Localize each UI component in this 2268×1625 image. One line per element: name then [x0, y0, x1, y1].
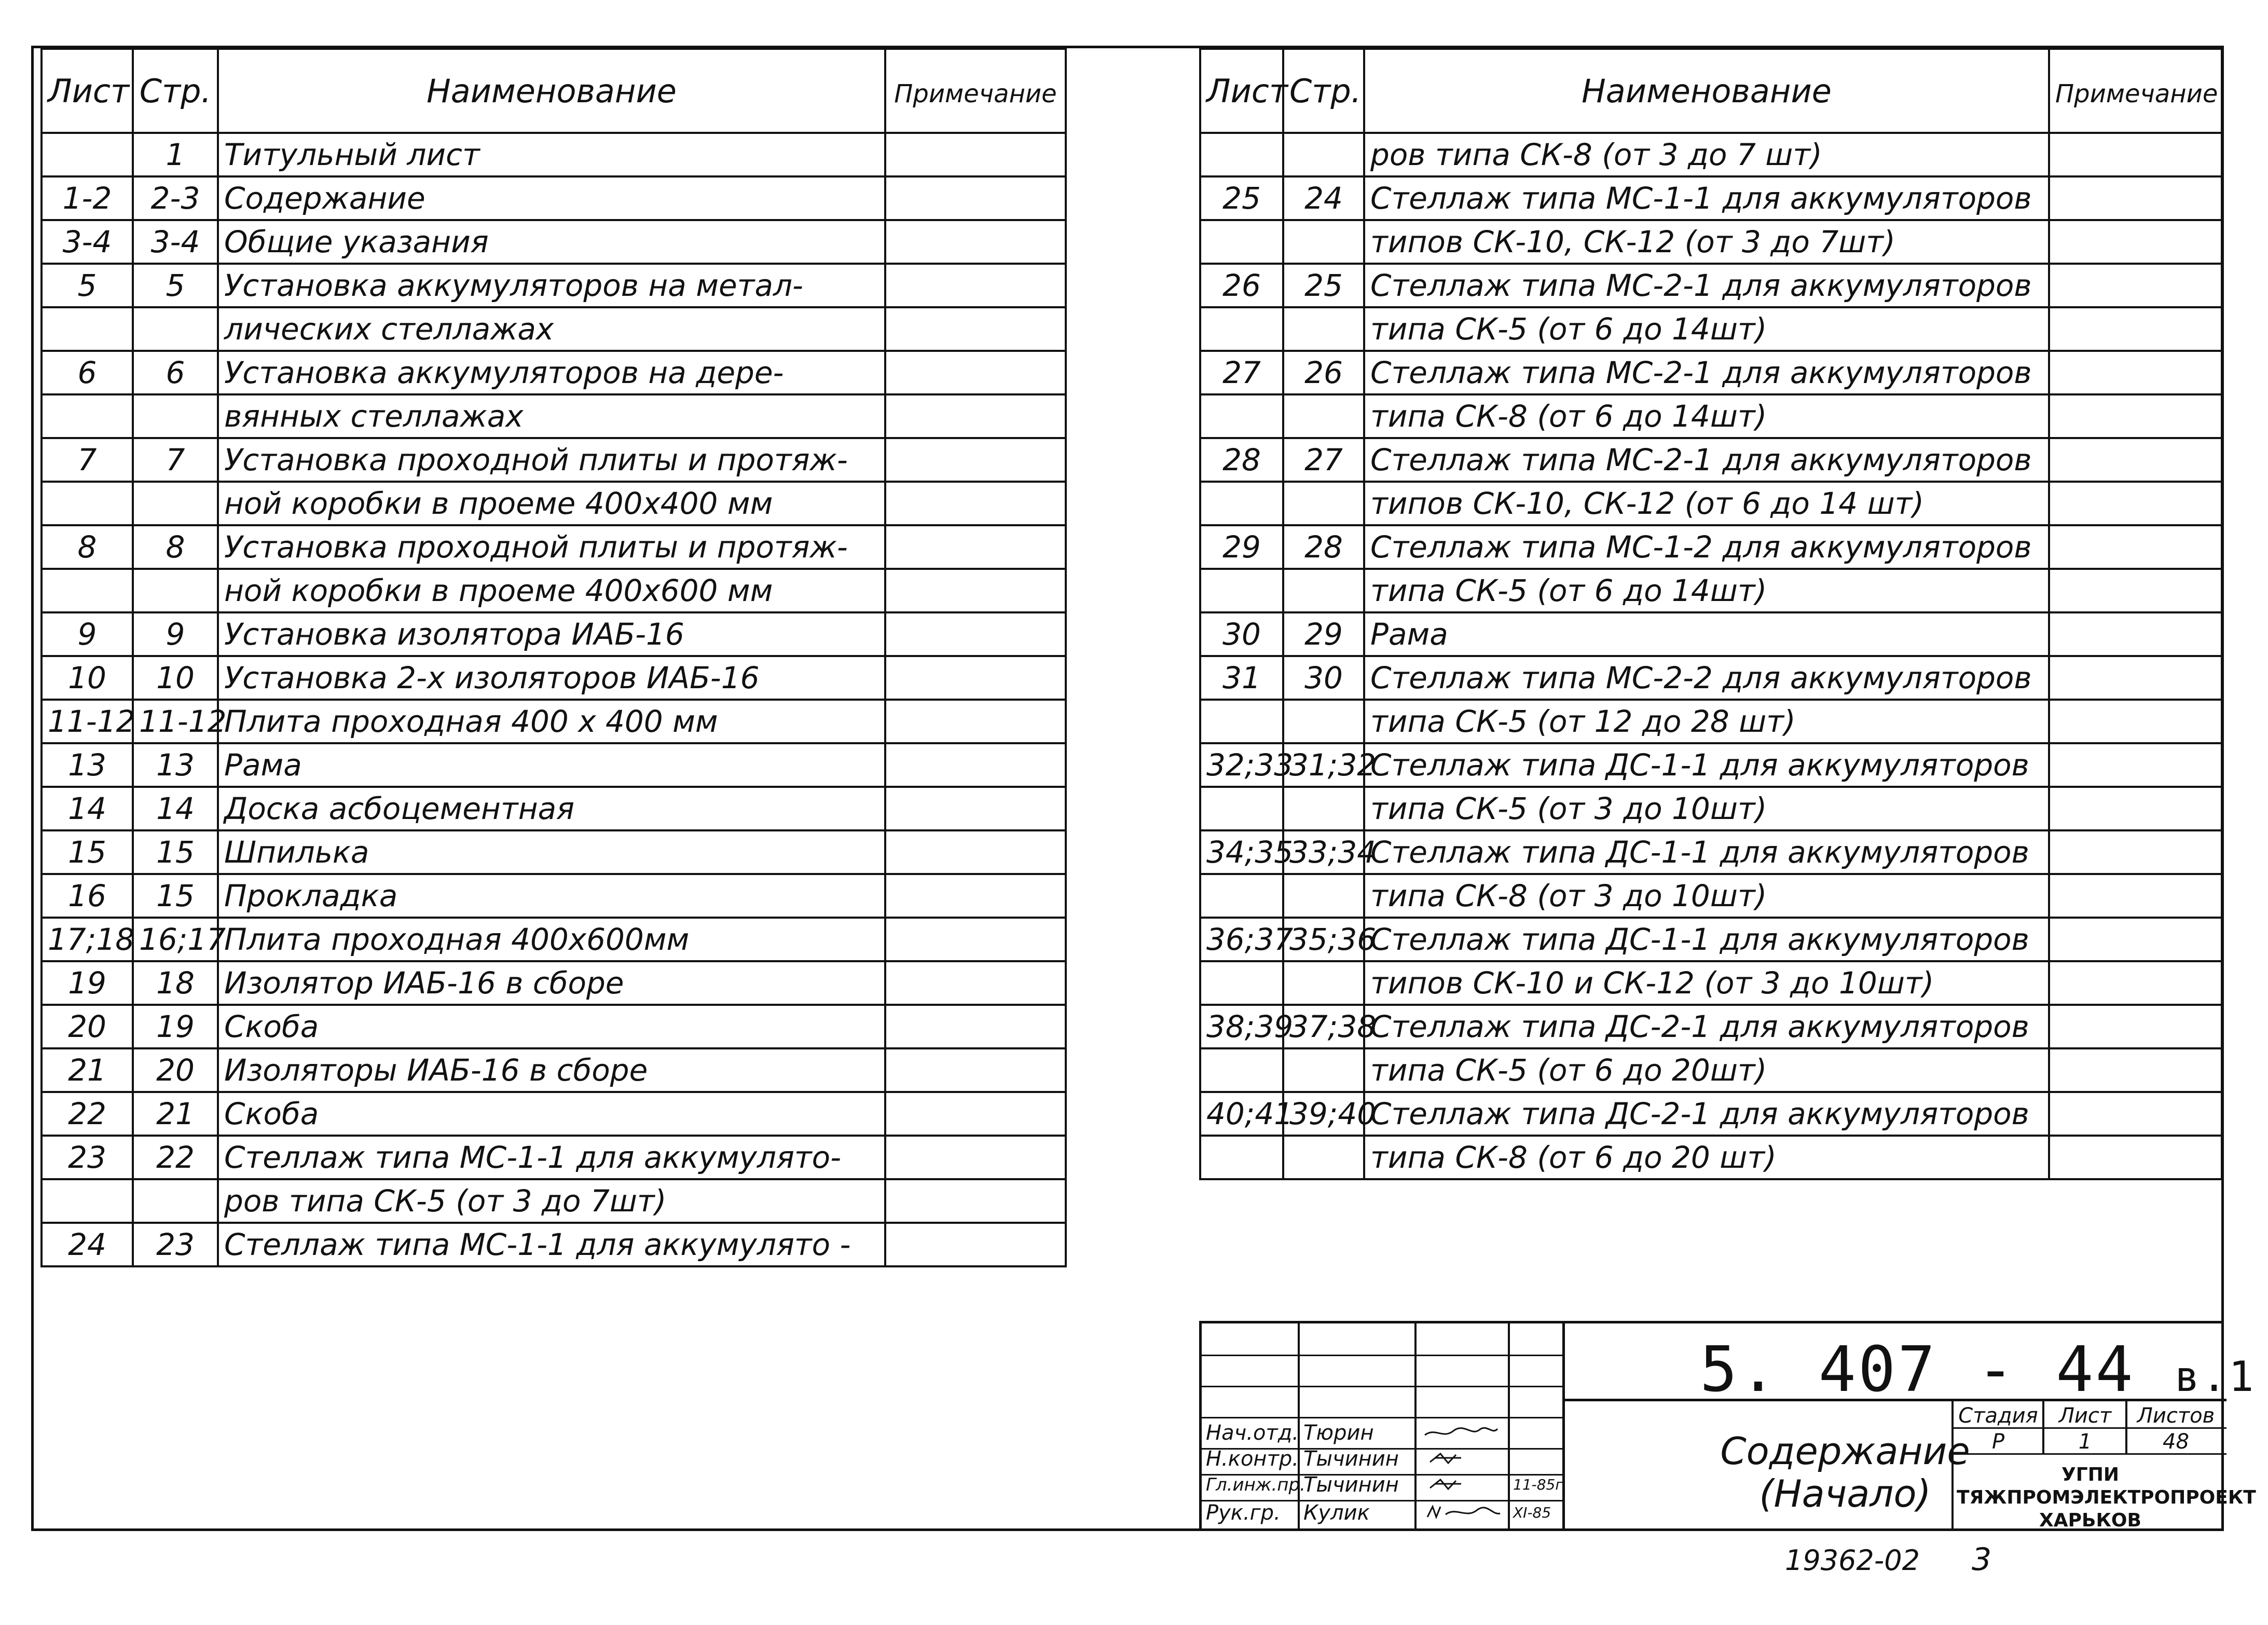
- cell-sheet: 19: [42, 961, 133, 1005]
- cell-page: 11-12: [133, 700, 218, 743]
- cell-note: [885, 569, 1066, 612]
- header-page: Стр.: [133, 49, 218, 133]
- cell-name: Скоба: [218, 1092, 885, 1136]
- cell-note: [2049, 133, 2222, 176]
- cell-name: Стеллаж типа МС-2-1 для аккумуляторов: [1364, 438, 2049, 482]
- cell-sheet: 10: [42, 656, 133, 700]
- cell-note: [885, 743, 1066, 787]
- cell-page: [133, 394, 218, 438]
- cell-sheet: [1200, 394, 1283, 438]
- cell-name: типов СК-10, СК-12 (от 6 до 14 шт): [1364, 482, 2049, 525]
- cell-name: Стеллаж типа ДС-1-1 для аккумуляторов: [1364, 743, 2049, 787]
- table-row: [42, 264, 1066, 307]
- organization: [1957, 1464, 2256, 1532]
- cell-page: 3-4: [133, 220, 218, 264]
- table-row: [42, 307, 1066, 351]
- cell-name: типа СК-5 (от 6 до 14шт): [1364, 569, 2049, 612]
- cell-name: Установка проходной плиты и протяж-: [218, 438, 885, 482]
- table-row: [1200, 612, 2222, 656]
- header-note: Примечание: [885, 49, 1066, 133]
- cell-sheet: 16: [42, 874, 133, 918]
- cell-name: Плита проходная 400х600мм: [218, 918, 885, 961]
- table-row: [1200, 787, 2222, 830]
- cell-sheet: [1200, 700, 1283, 743]
- signature-date: 11-85г: [1513, 1476, 1563, 1493]
- cell-page: [1283, 787, 1364, 830]
- cell-name: Стеллаж типа МС-2-2 для аккумуляторов: [1364, 656, 2049, 700]
- header-sheet: Лист: [1200, 49, 1283, 133]
- table-row: [1200, 176, 2222, 220]
- cell-page: [1283, 133, 1364, 176]
- cell-note: [885, 264, 1066, 307]
- cell-note: [885, 961, 1066, 1005]
- cell-sheet: 6: [42, 351, 133, 394]
- table-row: [1200, 1092, 2222, 1136]
- cell-name: типа СК-8 (от 6 до 14шт): [1364, 394, 2049, 438]
- cell-note: [2049, 220, 2222, 264]
- cell-page: 39;40: [1283, 1092, 1364, 1136]
- table-row: [42, 1136, 1066, 1179]
- cell-note: [2049, 264, 2222, 307]
- table-row: [1200, 700, 2222, 743]
- cell-sheet: [1200, 133, 1283, 176]
- cell-sheet: 3-4: [42, 220, 133, 264]
- cell-sheet: [42, 133, 133, 176]
- cell-note: [885, 394, 1066, 438]
- cell-note: [2049, 1048, 2222, 1092]
- cell-name: Титульный лист: [218, 133, 885, 176]
- cell-note: [885, 1005, 1066, 1048]
- cell-page: 33;34: [1283, 830, 1364, 874]
- cell-note: [2049, 743, 2222, 787]
- table-row: [1200, 569, 2222, 612]
- cell-note: [2049, 700, 2222, 743]
- cell-page: [133, 1179, 218, 1223]
- cell-name: ров типа СК-8 (от 3 до 7 шт): [1364, 133, 2049, 176]
- sheets-label: Листов: [2137, 1404, 2215, 1428]
- cell-page: [1283, 482, 1364, 525]
- cell-sheet: [42, 1179, 133, 1223]
- cell-name: Шпилька: [218, 830, 885, 874]
- cell-sheet: 20: [42, 1005, 133, 1048]
- cell-page: [1283, 1048, 1364, 1092]
- org-line-1: УГПИ: [2061, 1464, 2119, 1485]
- cell-sheet: [1200, 1048, 1283, 1092]
- cell-sheet: 8: [42, 525, 133, 569]
- table-row: [42, 1092, 1066, 1136]
- cell-sheet: 27: [1200, 351, 1283, 394]
- cell-name: Рама: [1364, 612, 2049, 656]
- cell-name: Доска асбоцементная: [218, 787, 885, 830]
- cell-note: [885, 133, 1066, 176]
- signature-row: [1202, 1470, 1586, 1501]
- signature-name: Тюрин: [1303, 1421, 1374, 1445]
- cell-page: 21: [133, 1092, 218, 1136]
- signature-scribble: [1425, 1504, 1503, 1520]
- table-row: [42, 787, 1066, 830]
- table-row: [42, 438, 1066, 482]
- cell-sheet: 40;41: [1200, 1092, 1283, 1136]
- cell-note: [2049, 482, 2222, 525]
- cell-sheet: 22: [42, 1092, 133, 1136]
- cell-note: [2049, 351, 2222, 394]
- cell-name: типа СК-5 (от 3 до 10шт): [1364, 787, 2049, 830]
- cell-note: [2049, 438, 2222, 482]
- stage-value: Р: [1991, 1430, 2005, 1454]
- cell-note: [885, 656, 1066, 700]
- cell-page: [1283, 569, 1364, 612]
- table-row: [1200, 1005, 2222, 1048]
- cell-name: Стеллаж типа ДС-2-1 для аккумуляторов: [1364, 1005, 2049, 1048]
- cell-note: [885, 351, 1066, 394]
- cell-sheet: 28: [1200, 438, 1283, 482]
- cell-name: лических стеллажах: [218, 307, 885, 351]
- table-row: [1200, 264, 2222, 307]
- table-row: [1200, 351, 2222, 394]
- cell-note: [885, 1136, 1066, 1179]
- table-header-row: [42, 49, 1066, 133]
- cell-page: 9: [133, 612, 218, 656]
- cell-note: [2049, 569, 2222, 612]
- cell-page: 26: [1283, 351, 1364, 394]
- cell-name: Стеллаж типа МС-1-2 для аккумуляторов: [1364, 525, 2049, 569]
- cell-page: [1283, 220, 1364, 264]
- signature-role: Рук.гр.: [1206, 1501, 1281, 1525]
- cell-name: Изолятор ИАБ-16 в сборе: [218, 961, 885, 1005]
- cell-name: Стеллаж типа МС-1-1 для аккумулято-: [218, 1136, 885, 1179]
- cell-note: [2049, 1136, 2222, 1179]
- cell-sheet: 23: [42, 1136, 133, 1179]
- cell-sheet: 36;37: [1200, 918, 1283, 961]
- cell-sheet: [1200, 1136, 1283, 1179]
- sheet-label: Лист: [2058, 1404, 2112, 1428]
- cell-note: [2049, 961, 2222, 1005]
- cell-sheet: 34;35: [1200, 830, 1283, 874]
- header-sheet: Лист: [42, 49, 133, 133]
- signature-scribble: [1425, 1477, 1503, 1492]
- signature-date: XI-85: [1513, 1504, 1551, 1521]
- cell-page: 30: [1283, 656, 1364, 700]
- cell-note: [885, 1223, 1066, 1266]
- table-row: [1200, 220, 2222, 264]
- cell-name: Установка проходной плиты и протяж-: [218, 525, 885, 569]
- signature-role: Нач.отд.: [1206, 1421, 1299, 1445]
- contents-table-right: [1199, 48, 2223, 1180]
- table-row: [42, 743, 1066, 787]
- signature-role: Н.контр.: [1206, 1447, 1299, 1471]
- org-line-2: ТЯЖПРОМЭЛЕКТРОПРОЕКТ: [1957, 1487, 2256, 1508]
- cell-page: 22: [133, 1136, 218, 1179]
- cell-page: [1283, 307, 1364, 351]
- table-row: [42, 961, 1066, 1005]
- header-page: Стр.: [1283, 49, 1364, 133]
- stage-label: Стадия: [1958, 1404, 2038, 1428]
- cell-sheet: 13: [42, 743, 133, 787]
- cell-sheet: [1200, 874, 1283, 918]
- cell-page: 7: [133, 438, 218, 482]
- cell-page: 29: [1283, 612, 1364, 656]
- title-line-2: (Начало): [1759, 1472, 1931, 1515]
- cell-note: [2049, 176, 2222, 220]
- header-name: Наименование: [1364, 49, 2049, 133]
- cell-name: Стеллаж типа ДС-2-1 для аккумуляторов: [1364, 1092, 2049, 1136]
- table-row: [1200, 438, 2222, 482]
- cell-name: типов СК-10 и СК-12 (от 3 до 10шт): [1364, 961, 2049, 1005]
- table-row: [1200, 1136, 2222, 1179]
- cell-name: типа СК-8 (от 3 до 10шт): [1364, 874, 2049, 918]
- cell-name: Содержание: [218, 176, 885, 220]
- cell-sheet: 30: [1200, 612, 1283, 656]
- table-row: [1200, 918, 2222, 961]
- cell-page: [1283, 394, 1364, 438]
- cell-sheet: 14: [42, 787, 133, 830]
- table-row: [42, 133, 1066, 176]
- designation-suffix: в.1: [2174, 1353, 2256, 1401]
- sheets-value: 48: [2163, 1430, 2189, 1454]
- cell-name: Прокладка: [218, 874, 885, 918]
- cell-sheet: [42, 307, 133, 351]
- table-row: [42, 220, 1066, 264]
- cell-page: 25: [1283, 264, 1364, 307]
- cell-note: [885, 176, 1066, 220]
- cell-page: [133, 307, 218, 351]
- cell-name: Стеллаж типа МС-1-1 для аккумуляторов: [1364, 176, 2049, 220]
- table-row: [42, 482, 1066, 525]
- cell-page: 15: [133, 830, 218, 874]
- cell-page: [1283, 700, 1364, 743]
- cell-page: 31;32: [1283, 743, 1364, 787]
- cell-name: ров типа СК-5 (от 3 до 7шт): [218, 1179, 885, 1223]
- table-row: [42, 918, 1066, 961]
- cell-sheet: 9: [42, 612, 133, 656]
- cell-sheet: 21: [42, 1048, 133, 1092]
- cell-note: [885, 830, 1066, 874]
- cell-page: 8: [133, 525, 218, 569]
- table-row: [42, 1179, 1066, 1223]
- table-row: [1200, 830, 2222, 874]
- table-row: [42, 525, 1066, 569]
- cell-note: [885, 1048, 1066, 1092]
- cell-note: [2049, 874, 2222, 918]
- table-row: [42, 351, 1066, 394]
- cell-page: 2-3: [133, 176, 218, 220]
- cell-sheet: 24: [42, 1223, 133, 1266]
- cell-page: [1283, 1136, 1364, 1179]
- cell-name: Установка аккумуляторов на дере-: [218, 351, 885, 394]
- header-note: Примечание: [2049, 49, 2222, 133]
- cell-page: 19: [133, 1005, 218, 1048]
- cell-name: типов СК-10, СК-12 (от 3 до 7шт): [1364, 220, 2049, 264]
- cell-page: 1: [133, 133, 218, 176]
- signature-role: Гл.инж.пр.: [1206, 1474, 1305, 1495]
- signature-name: Кулик: [1303, 1501, 1370, 1525]
- cell-page: 10: [133, 656, 218, 700]
- table-row: [42, 569, 1066, 612]
- cell-name: Стеллаж типа МС-2-1 для аккумуляторов: [1364, 351, 2049, 394]
- signature-scribble: [1425, 1451, 1503, 1466]
- cell-sheet: [42, 569, 133, 612]
- table-header-row: [1200, 49, 2222, 133]
- table-row: [42, 1223, 1066, 1266]
- cell-name: Изоляторы ИАБ-16 в сборе: [218, 1048, 885, 1092]
- cell-sheet: 11-12: [42, 700, 133, 743]
- cell-page: [1283, 874, 1364, 918]
- cell-sheet: [42, 482, 133, 525]
- cell-page: 24: [1283, 176, 1364, 220]
- cell-note: [885, 482, 1066, 525]
- table-row: [42, 830, 1066, 874]
- table-row: [1200, 743, 2222, 787]
- cell-sheet: 29: [1200, 525, 1283, 569]
- cell-name: Рама: [218, 743, 885, 787]
- cell-sheet: 17;18: [42, 918, 133, 961]
- cell-page: 15: [133, 874, 218, 918]
- cell-page: 16;17: [133, 918, 218, 961]
- cell-name: Скоба: [218, 1005, 885, 1048]
- cell-note: [885, 918, 1066, 961]
- cell-note: [885, 874, 1066, 918]
- table-row: [1200, 394, 2222, 438]
- signature-row: [1202, 1498, 1586, 1529]
- cell-name: Стеллаж типа МС-1-1 для аккумулято -: [218, 1223, 885, 1266]
- header-name: Наименование: [218, 49, 885, 133]
- signature-name: Тычинин: [1303, 1447, 1399, 1471]
- cell-note: [2049, 1005, 2222, 1048]
- cell-sheet: 5: [42, 264, 133, 307]
- table-row: [1200, 656, 2222, 700]
- cell-note: [885, 612, 1066, 656]
- cell-name: типа СК-5 (от 12 до 28 шт): [1364, 700, 2049, 743]
- cell-name: Стеллаж типа ДС-1-1 для аккумуляторов: [1364, 918, 2049, 961]
- cell-page: [1283, 961, 1364, 1005]
- cell-name: ной коробки в проеме 400х600 мм: [218, 569, 885, 612]
- cell-note: [2049, 525, 2222, 569]
- cell-page: 28: [1283, 525, 1364, 569]
- cell-sheet: 7: [42, 438, 133, 482]
- cell-note: [885, 438, 1066, 482]
- table-row: [42, 176, 1066, 220]
- table-row: [1200, 525, 2222, 569]
- table-row: [1200, 961, 2222, 1005]
- cell-page: 18: [133, 961, 218, 1005]
- cell-name: Установка изолятора ИАБ-16: [218, 612, 885, 656]
- contents-table-left: [40, 48, 1067, 1267]
- cell-sheet: 26: [1200, 264, 1283, 307]
- cell-note: [2049, 787, 2222, 830]
- cell-sheet: [1200, 569, 1283, 612]
- page-number: 3: [1972, 1541, 1992, 1578]
- table-row: [1200, 874, 2222, 918]
- table-row: [42, 874, 1066, 918]
- cell-name: Установка 2-х изоляторов ИАБ-16: [218, 656, 885, 700]
- cell-sheet: [1200, 220, 1283, 264]
- table-row: [42, 656, 1066, 700]
- table-row: [1200, 307, 2222, 351]
- table-row: [42, 612, 1066, 656]
- cell-name: типа СК-5 (от 6 до 20шт): [1364, 1048, 2049, 1092]
- cell-sheet: [42, 394, 133, 438]
- document-designation: 5. 407 - 44 в.1: [1700, 1334, 2256, 1406]
- cell-sheet: [1200, 961, 1283, 1005]
- signature-name: Тычинин: [1303, 1473, 1399, 1497]
- cell-name: типа СК-5 (от 6 до 14шт): [1364, 307, 2049, 351]
- cell-name: ной коробки в проеме 400х400 мм: [218, 482, 885, 525]
- cell-note: [885, 1092, 1066, 1136]
- cell-sheet: 31: [1200, 656, 1283, 700]
- cell-page: 14: [133, 787, 218, 830]
- cell-sheet: 38;39: [1200, 1005, 1283, 1048]
- cell-note: [2049, 1092, 2222, 1136]
- cell-sheet: [1200, 307, 1283, 351]
- sheet-value: 1: [2078, 1430, 2092, 1454]
- table-row: [42, 394, 1066, 438]
- table-row: [42, 1005, 1066, 1048]
- cell-page: 37;38: [1283, 1005, 1364, 1048]
- cell-sheet: [1200, 787, 1283, 830]
- cell-note: [2049, 918, 2222, 961]
- title-block: [1199, 1321, 2256, 1531]
- cell-note: [885, 525, 1066, 569]
- org-line-3: ХАРЬКОВ: [2039, 1510, 2141, 1531]
- cell-note: [2049, 612, 2222, 656]
- cell-page: [133, 569, 218, 612]
- cell-note: [2049, 307, 2222, 351]
- cell-name: типа СК-8 (от 6 до 20 шт): [1364, 1136, 2049, 1179]
- cell-note: [885, 700, 1066, 743]
- table-row: [1200, 133, 2222, 176]
- cell-sheet: 15: [42, 830, 133, 874]
- cell-sheet: 32;33: [1200, 743, 1283, 787]
- cell-sheet: 25: [1200, 176, 1283, 220]
- cell-note: [885, 307, 1066, 351]
- cell-page: 13: [133, 743, 218, 787]
- cell-page: 20: [133, 1048, 218, 1092]
- cell-name: Стеллаж типа МС-2-1 для аккумуляторов: [1364, 264, 2049, 307]
- cell-name: Установка аккумуляторов на метал-: [218, 264, 885, 307]
- table-row: [1200, 1048, 2222, 1092]
- cell-page: 23: [133, 1223, 218, 1266]
- table-row: [1200, 482, 2222, 525]
- table-row: [42, 1048, 1066, 1092]
- signature-scribble: [1422, 1425, 1500, 1440]
- cell-name: вянных стеллажах: [218, 394, 885, 438]
- cell-page: 5: [133, 264, 218, 307]
- cell-note: [885, 787, 1066, 830]
- cell-sheet: 1-2: [42, 176, 133, 220]
- cell-note: [2049, 830, 2222, 874]
- cell-page: 27: [1283, 438, 1364, 482]
- inventory-number: 19362-02: [1785, 1544, 1920, 1577]
- cell-note: [885, 1179, 1066, 1223]
- cell-note: [885, 220, 1066, 264]
- cell-page: 6: [133, 351, 218, 394]
- title-line-1: Содержание: [1720, 1429, 1970, 1473]
- cell-note: [2049, 394, 2222, 438]
- cell-page: 35;36: [1283, 918, 1364, 961]
- cell-note: [2049, 656, 2222, 700]
- table-row: [42, 700, 1066, 743]
- cell-sheet: [1200, 482, 1283, 525]
- cell-name: Общие указания: [218, 220, 885, 264]
- cell-name: Стеллаж типа ДС-1-1 для аккумуляторов: [1364, 830, 2049, 874]
- cell-name: Плита проходная 400 х 400 мм: [218, 700, 885, 743]
- cell-page: [133, 482, 218, 525]
